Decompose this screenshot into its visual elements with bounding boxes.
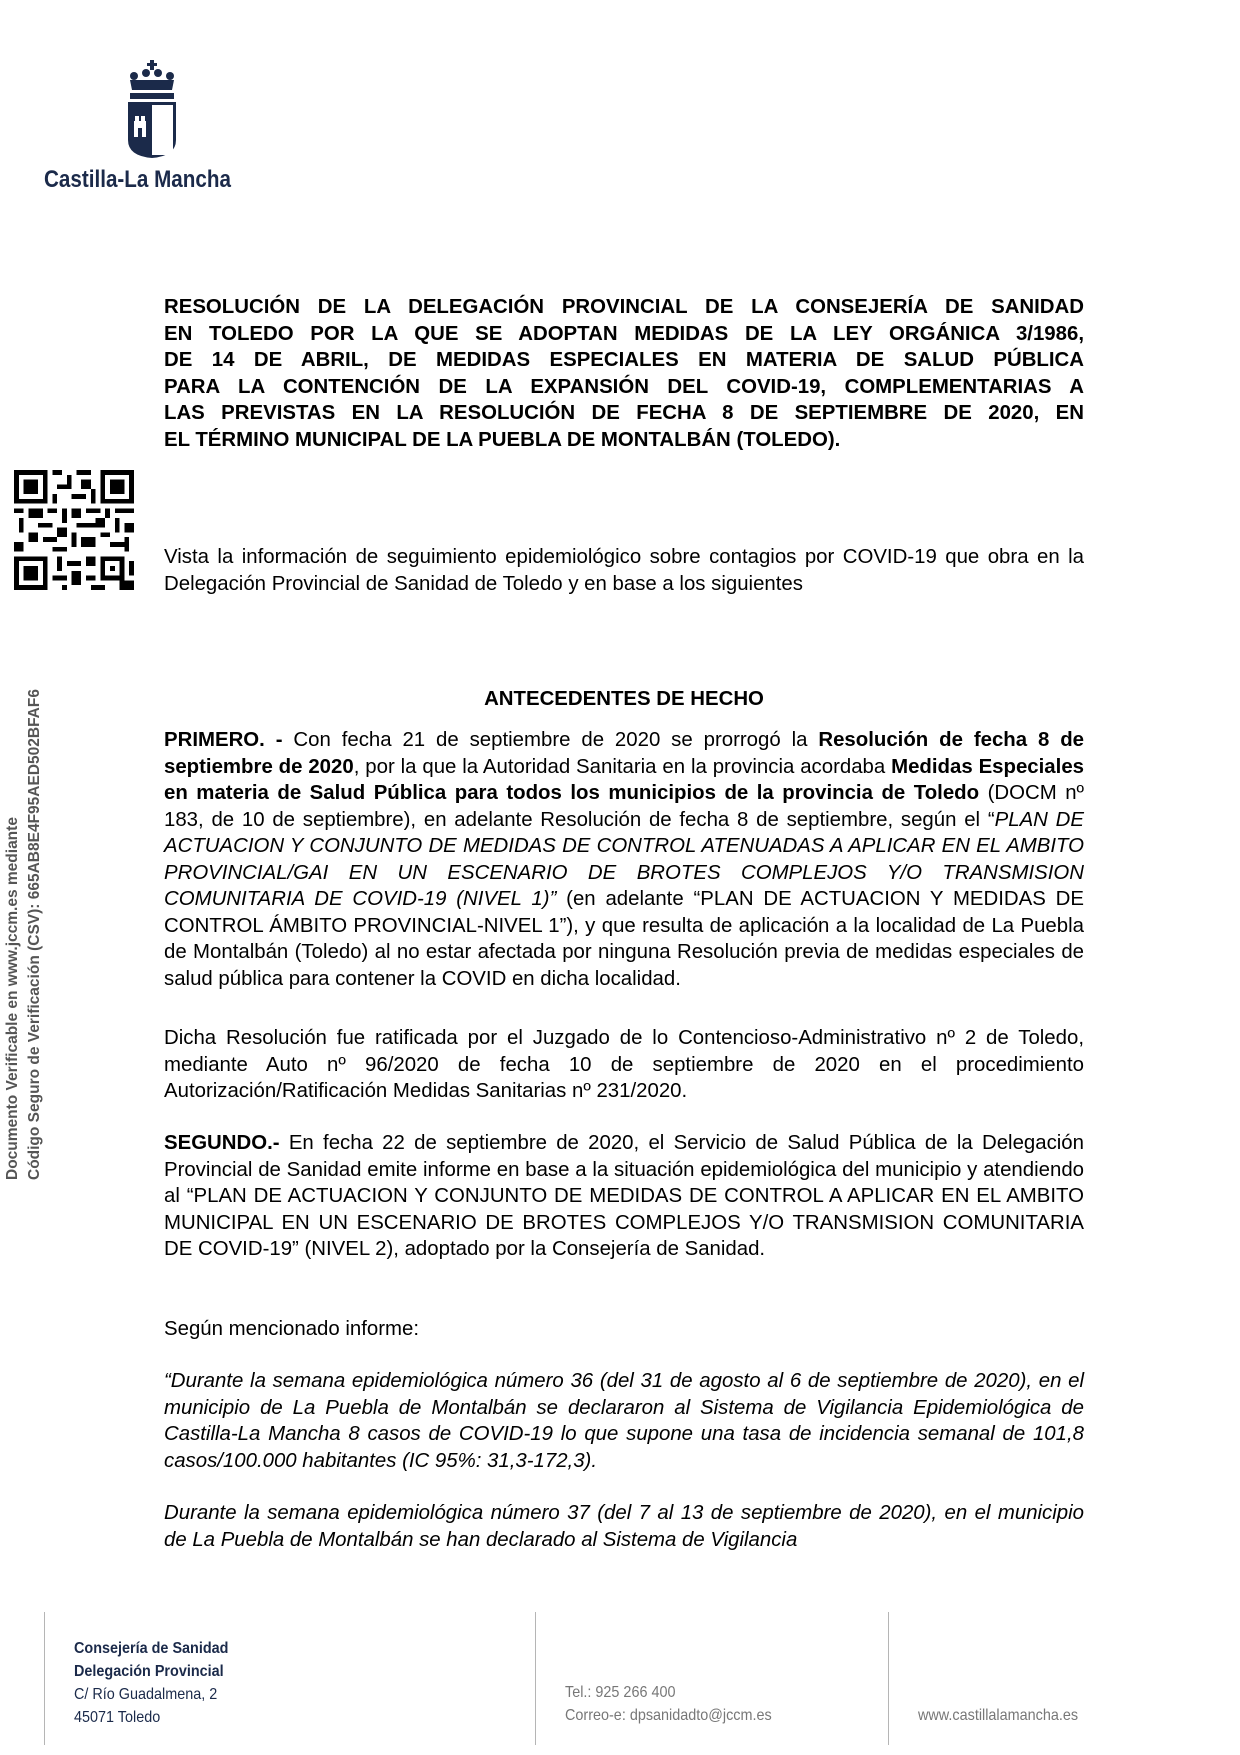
footer-contact-block <box>565 1681 772 1727</box>
intro-paragraph <box>164 544 1084 597</box>
title-line: EN TOLEDO POR LA QUE SE ADOPTAN MEDIDAS DE LA LEY ORGÁNICA 3/1986, <box>164 322 1084 345</box>
quote-text: “Durante la semana epidemiológica número 36 (del 31 de agosto al 6 de septiembre de 2020), en el municipio de La Puebla de Montalbán se declararon al Sistema de Vigilancia Epidemiológica de Castilla-La Mancha 8 casos de COVID-19 lo que supone una tasa de incidencia semanal de 101,8 casos/100.000 habitantes (IC 95%: 31,3-172,3). <box>164 1370 1084 1472</box>
footer-org: Delegación Provincial <box>74 1663 224 1680</box>
footer-address: 45071 Toledo <box>74 1709 161 1726</box>
primero-bold: Medidas Especiales en materia de Salud Pública para todos los municipios de la provincia de Toledo <box>164 755 1084 804</box>
primero-text: Con fecha 21 de septiembre de 2020 se prorrogó la <box>282 729 819 751</box>
footer-divider <box>535 1612 536 1745</box>
csv-line: Código Seguro de Verificación (CSV): 665AB8E4F95AED502BFAF6 <box>26 689 43 1180</box>
castilla-la-mancha-logo <box>44 60 269 210</box>
segundo-paragraph <box>164 1130 1084 1263</box>
verification-line-1: Documento Verificable en www.jccm.es mediante <box>4 817 21 1180</box>
primero-text: , por la que la Autoridad Sanitaria en la provincia acordaba <box>353 755 892 778</box>
ratificada-text: Dicha Resolución fue ratificada por el Juzgado de lo Contencioso-Administrativo nº 2 de Toledo, mediante Auto nº 96/2020 de fecha 10 de septiembre de 2020 en el procedimiento Autorización/Ratificación Medidas Sanitarias nº 231/2020. <box>164 1027 1084 1102</box>
footer-web[interactable]: www.castillalamancha.es <box>918 1707 1079 1724</box>
intro-text: Vista la información de seguimiento epidemiológico sobre contagios por COVID-19 que obra en la Delegación Provincial de Sanidad de Toledo y en base a los siguientes <box>164 546 1084 595</box>
primero-text: (DOCM nº 183, de 10 de septiembre), en adelante Resolución de fecha 8 de septiembre, según el “ <box>164 782 1084 831</box>
title-line: EL TÉRMINO MUNICIPAL DE LA PUEBLA DE MONTALBÁN (TOLEDO). <box>164 428 841 451</box>
primero-bold: Resolución de fecha 8 de septiembre de 2020 <box>164 729 1084 778</box>
segun-paragraph <box>164 1316 1084 1343</box>
segundo-text: En fecha 22 de septiembre de 2020, el Servicio de Salud Pública de la Delegación Provincial de Sanidad emite informe en base a la situación epidemiológica del municipio y atendiendo al “PLAN DE ACTUACION Y CONJUNTO DE MEDIDAS DE CONTROL A APLICAR EN EL AMBITO MUNICIPAL EN UN ESCENARIO DE BROTES COMPLEJOS Y/O TRANSMISION COMUNITARIA DE COVID-19” (NIVEL 2), adoptado por la Consejería de Sanidad. <box>164 1132 1084 1260</box>
footer-email: Correo-e: dpsanidadto@jccm.es <box>565 1707 772 1724</box>
footer-divider <box>44 1612 45 1745</box>
footer-org: Consejería de Sanidad <box>74 1640 229 1657</box>
verification-sidebar <box>2 605 50 1180</box>
segun-text: Según mencionado informe: <box>164 1318 420 1340</box>
title-line: RESOLUCIÓN DE LA DELEGACIÓN PROVINCIAL DE LA CONSEJERÍA DE SANIDAD <box>164 296 1084 318</box>
section-heading: ANTECEDENTES DE HECHO <box>484 688 764 710</box>
logo-text: Castilla-La Mancha <box>44 166 231 193</box>
primero-label: PRIMERO. - <box>164 729 283 751</box>
quote-paragraph-1 <box>164 1368 1084 1474</box>
primero-paragraph <box>164 727 1084 992</box>
document-title <box>164 294 1084 453</box>
ratificada-paragraph <box>164 1025 1084 1105</box>
primero-text: (en adelante “PLAN DE ACTUACION Y MEDIDAS DE CONTROL ÁMBITO PROVINCIAL-NIVEL 1”), y que resulta de aplicación a la localidad de La Puebla de Montalbán (Toledo) al no estar afectada por ninguna Resolución previa de medidas especiales de salud pública para contener la COVID en dicha localidad. <box>164 888 1084 990</box>
title-line: DE 14 DE ABRIL, DE MEDIDAS ESPECIALES EN MATERIA DE SALUD PÚBLICA <box>164 349 1084 371</box>
crown-shield-icon <box>122 60 182 160</box>
footer-address-block <box>74 1637 228 1729</box>
primero-italic: PLAN DE ACTUACION Y CONJUNTO DE MEDIDAS DE CONTROL ATENUADAS A APLICAR EN EL AMBITO PROVINCIAL/GAI EN UN ESCENARIO DE BROTES COMPLEJOS Y/O TRANSMISION COMUNITARIA DE COVID-19 (NIVEL 1)” <box>164 808 1084 910</box>
segundo-label: SEGUNDO.- <box>164 1132 280 1154</box>
title-line: PARA LA CONTENCIÓN DE LA EXPANSIÓN DEL COVID-19, COMPLEMENTARIAS A <box>164 375 1084 398</box>
footer-divider <box>888 1612 889 1745</box>
quote-paragraph-2 <box>164 1500 1084 1553</box>
quote-text: Durante la semana epidemiológica número 37 (del 7 al 13 de septiembre de 2020), en el municipio de La Puebla de Montalbán se han declarado al Sistema de Vigilancia <box>164 1502 1084 1551</box>
qr-code <box>14 470 134 590</box>
footer-phone: Tel.: 925 266 400 <box>565 1684 676 1701</box>
title-line: LAS PREVISTAS EN LA RESOLUCIÓN DE FECHA 8 DE SEPTIEMBRE DE 2020, EN <box>164 402 1084 424</box>
footer-address: C/ Río Guadalmena, 2 <box>74 1686 218 1703</box>
